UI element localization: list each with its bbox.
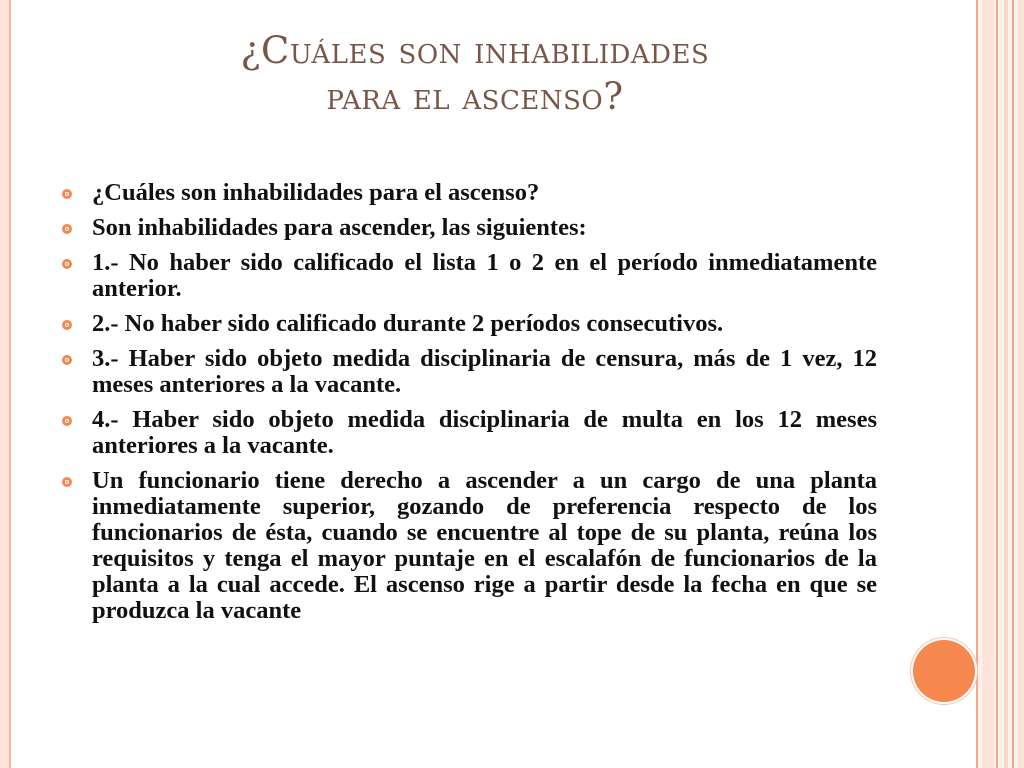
bullet-text: Son inhabilidades para ascender, las siguientes: — [92, 214, 587, 241]
bullet-item — [62, 250, 877, 302]
bullet-text: 4.- Haber sido objeto medida disciplinaria de multa en los 12 meses anteriores a la vacante. — [92, 406, 877, 459]
bullet-circle-icon — [62, 320, 72, 330]
right-stripe — [996, 0, 998, 768]
bullet-circle-icon — [62, 416, 72, 426]
title-line-2: para el ascenso? — [326, 75, 624, 118]
right-stripe — [1012, 0, 1014, 768]
right-border-decoration — [976, 0, 1024, 768]
bullet-item — [62, 215, 877, 241]
right-stripe — [1018, 0, 1024, 768]
bullet-text: 1.- No haber sido calificado el lista 1 o 2 en el período inmediatamente anterior. — [92, 249, 877, 302]
bullet-circle-icon — [62, 189, 72, 199]
right-stripe — [1004, 0, 1008, 768]
slide-title — [150, 28, 800, 120]
bullet-circle-icon — [62, 477, 72, 487]
bullet-item — [62, 311, 877, 337]
right-stripe — [982, 0, 994, 768]
decorative-circle — [913, 640, 975, 702]
bullet-item — [62, 180, 877, 206]
bullet-text: Un funcionario tiene derecho a ascender a un cargo de una planta inmediatamente superior, gozando de preferencia respecto de los funcionarios de ésta, cuando se encuentre al tope de su planta, reúna los requisitos y tenga el mayor puntaje en el escalafón de funcionarios de la planta a la cual accede. El ascenso rige a partir desde la fecha en que se produzca la vacante — [92, 467, 877, 624]
bullet-circle-icon — [62, 259, 72, 269]
bullet-item — [62, 468, 877, 624]
bullet-circle-icon — [62, 224, 72, 234]
bullet-item — [62, 407, 877, 459]
bullet-text: 3.- Haber sido objeto medida disciplinaria de censura, más de 1 vez, 12 meses anteriores a la vacante. — [92, 345, 877, 398]
left-border-decoration — [0, 0, 11, 768]
bullet-list — [62, 180, 877, 633]
bullet-text: ¿Cuáles son inhabilidades para el ascenso? — [92, 179, 540, 206]
right-stripe — [976, 0, 978, 768]
title-line-1: ¿Cuáles son inhabilidades — [240, 29, 710, 72]
bullet-circle-icon — [62, 355, 72, 365]
bullet-item — [62, 346, 877, 398]
bullet-text: 2.- No haber sido calificado durante 2 períodos consecutivos. — [92, 310, 724, 337]
